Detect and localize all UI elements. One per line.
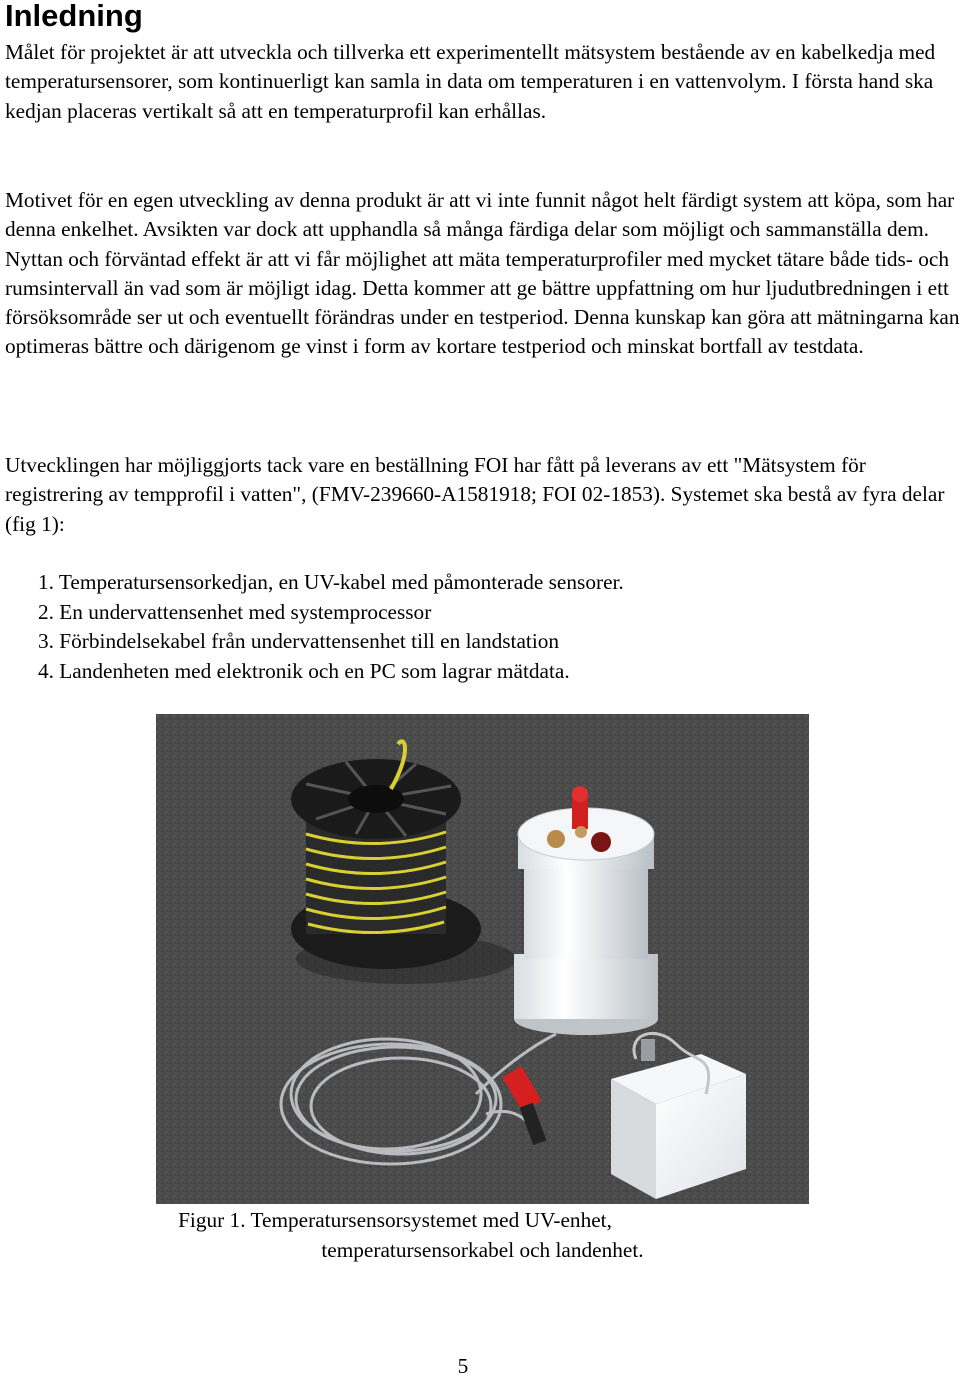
list-item: 3. Förbindelsekabel från undervattensenhet till en landstation [38,629,560,653]
caption-line-1: Figur 1. Temperatursensorsystemet med UV-enhet, [178,1208,612,1232]
figure-caption [156,1206,809,1265]
list-item: 4. Landenheten med elektronik och en PC som lagrar mätdata. [38,658,570,683]
paragraph-development: Utvecklingen har möjliggjorts tack vare en beställning FOI har fått på leverans av ett "Mätsystem för registrering av tempprofil i vatten", (FMV-239660-A1581918; FOI 02-1853). Systemet ska bestå av fyra delar (fig 1): [5,453,945,536]
photo-illustration [156,714,809,1204]
paragraph-motive: Motivet för en egen utveckling av denna produkt är att vi inte funnit något helt färdigt system att köpa, som har denna enkelhet. Avsikten var dock att upphandla så många färdiga delar som möjligt och sammanställa dem. Nyttan och förväntad effekt är att vi får möjlighet att mäta temperaturprofiler med mycket tätare både tids- och rumsintervall än vad som är möjligt idag. Detta kommer att ge bättre uppfattning om hur ljudutbredningen i ett försöksområde ser ut och eventuellt förändras under en testperiod. Denna kunskap kan göra att mätningarna kan optimeras bättre och därigenom ge vinst i form av kortare testperiod och minskat bortfall av testdata. [5,188,960,359]
page-number: 5 [457,1354,469,1378]
section-heading: Inledning [5,0,143,33]
underwater-unit-icon [514,786,658,1035]
list-item: 2. En undervattensenhet med systemprocessor [38,599,432,624]
caption-line-2: temperatursensorkabel och landenhet. [321,1237,644,1262]
figure-photo [156,714,809,1204]
paragraph-goal: Målet för projektet är att utveckla och tillverka ett experimentellt mätsystem bestående av en kabelkedja med temperatursensorer, som kontinuerligt kan samla in data om temperaturen i en vattenvolym. I första hand ska kedjan placeras vertikalt så att en temperaturprofil kan erhållas. [5,40,936,123]
list-item: 1. Temperatursensorkedjan, en UV-kabel med påmonterade sensorer. [38,570,624,594]
system-parts-list [38,568,624,686]
